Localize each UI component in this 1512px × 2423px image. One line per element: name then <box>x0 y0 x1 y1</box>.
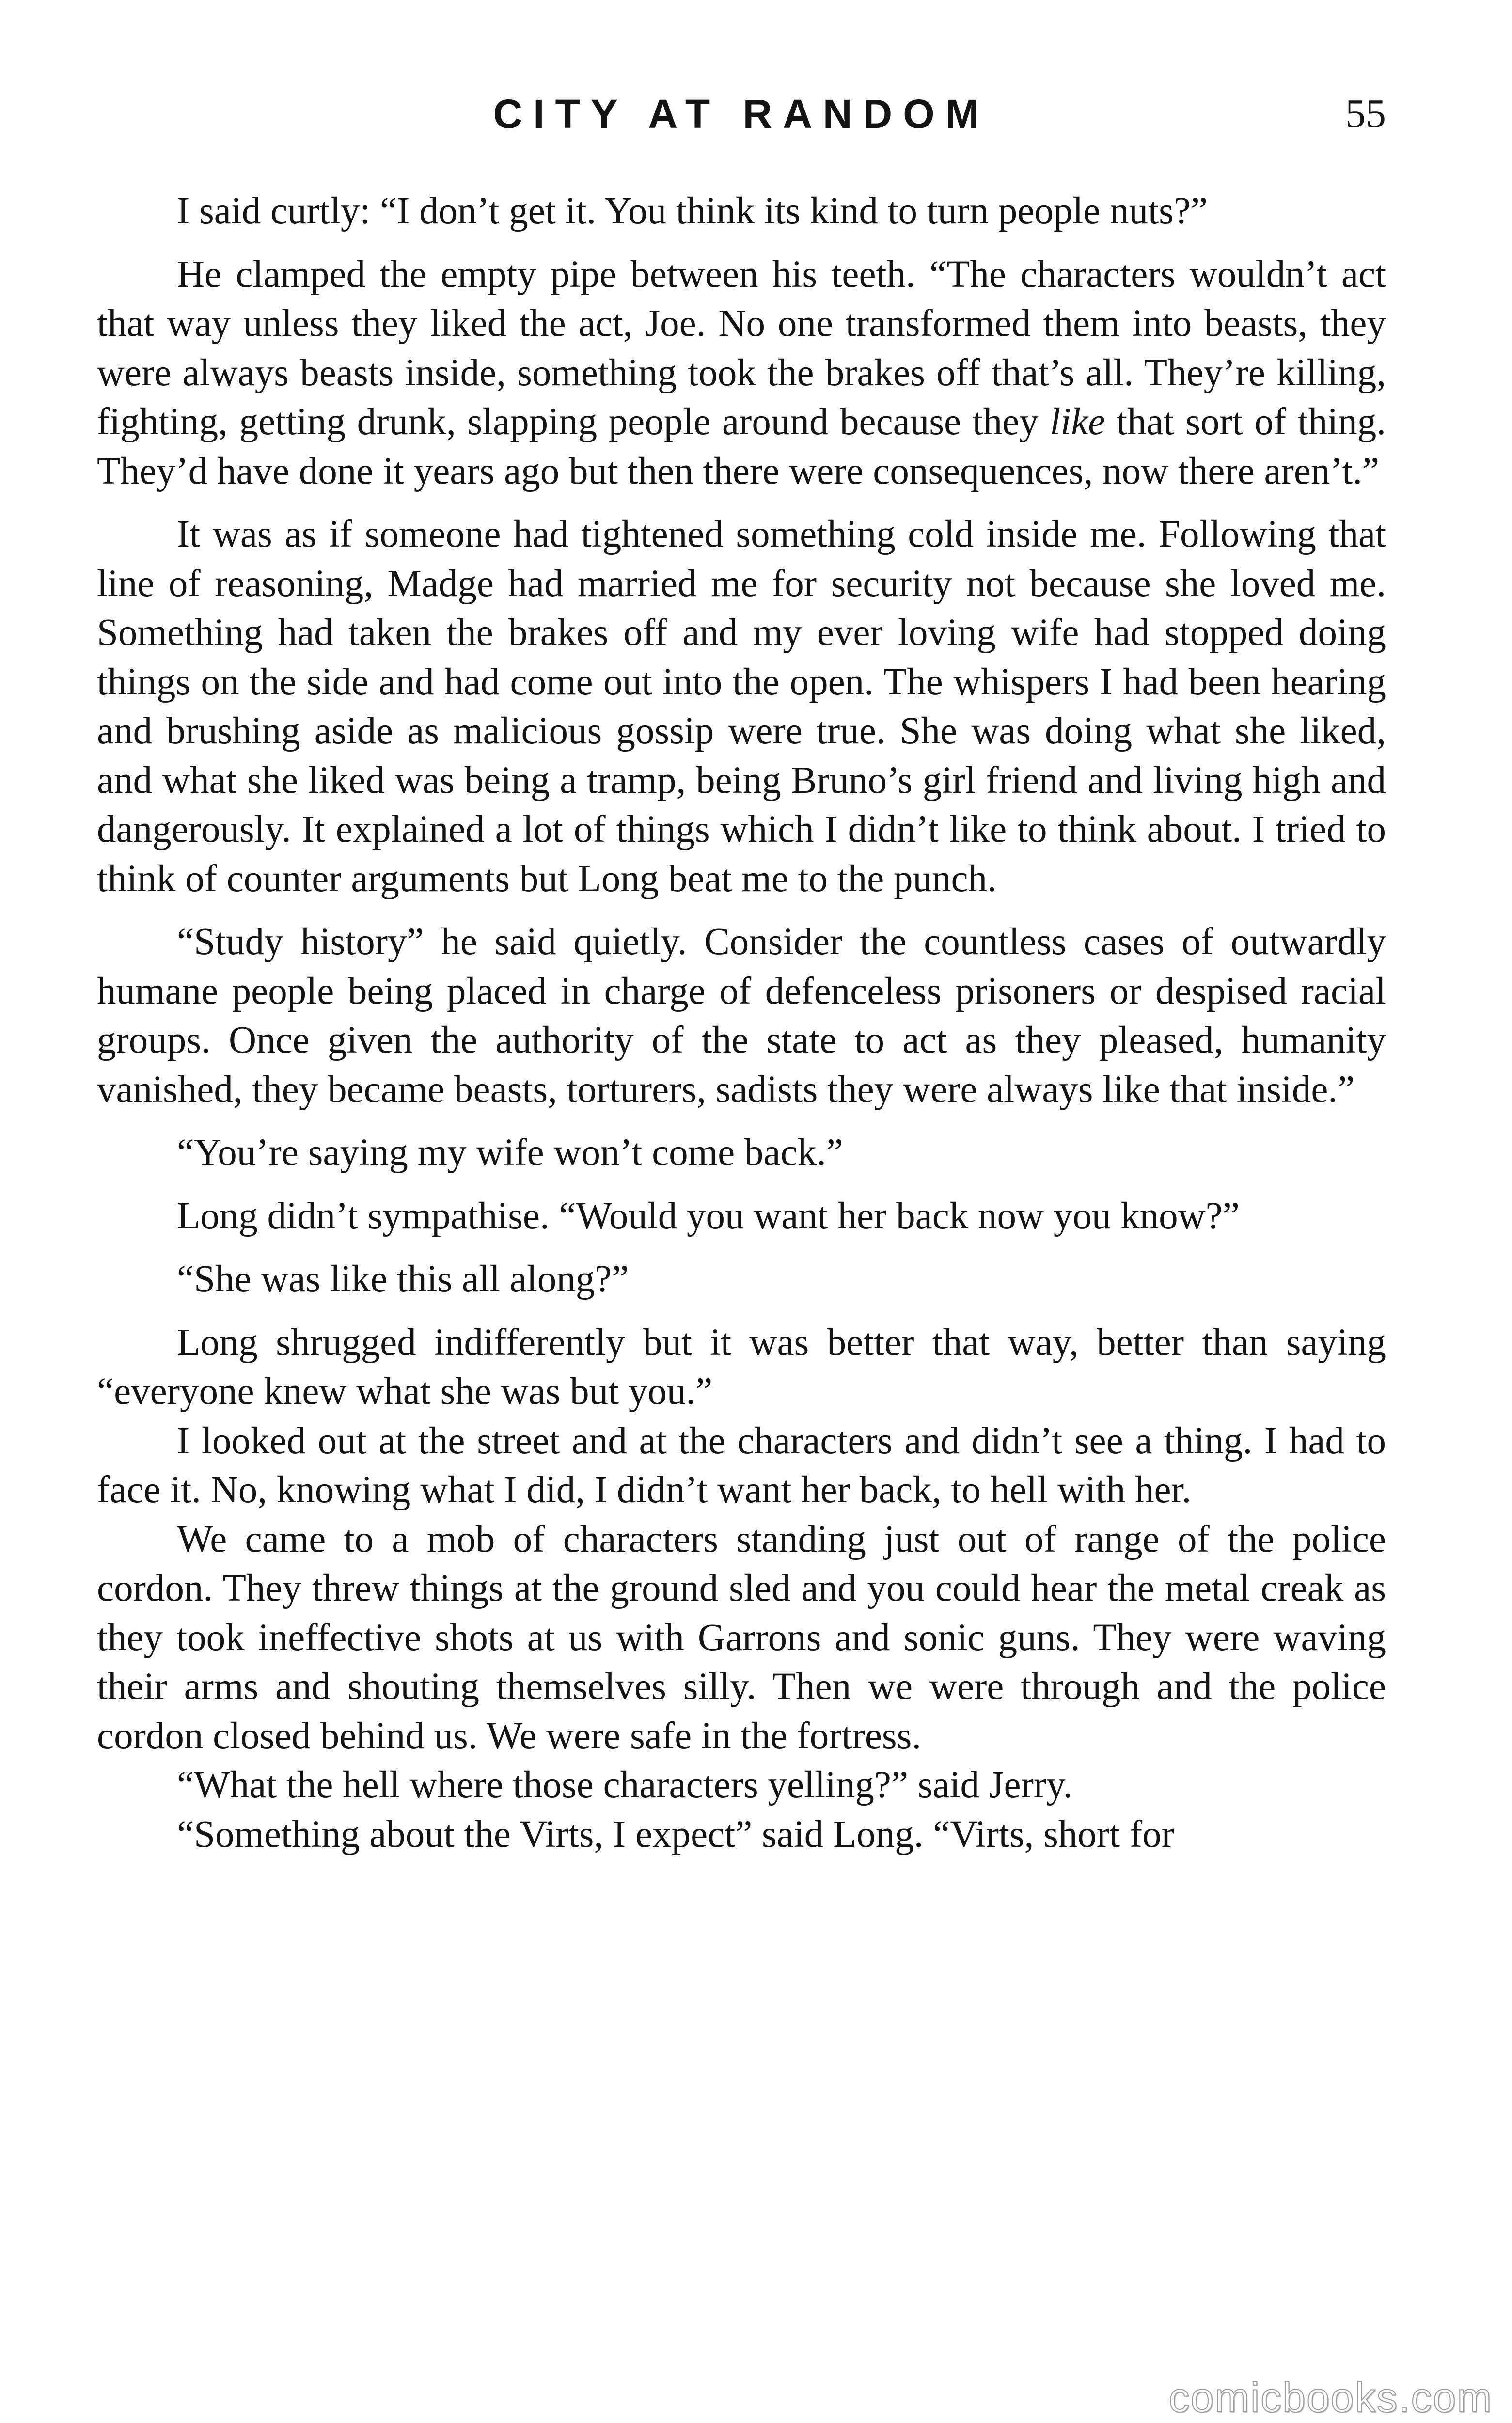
paragraph: “You’re saying my wife won’t come back.” <box>177 1132 843 1174</box>
paragraph-text: He clamped the empty pipe between his teeth. “The characters wouldn’t act that way unless they liked the act, Joe. No one transformed them into beasts, they were always beasts inside, something took the brakes off that’s all. They’re killing, fighting, getting drunk, slapping people around because they <box>97 253 1386 443</box>
watermark-logo: comicbooks.com <box>1168 2375 1493 2421</box>
paragraph: “Study history” he said quietly. Consider the countless cases of outwardly humane people being placed in charge of defenceless prisoners or despised racial groups. Once given the authority of the state to act as they pleased, humanity vanished, they became beasts, torturers, sadists they were always like that inside.” <box>97 921 1386 1111</box>
paragraph <box>97 250 1386 496</box>
emphasized-word: like <box>1050 401 1105 443</box>
running-title: CITY AT RANDOM <box>493 91 990 137</box>
paragraph: We came to a mob of characters standing just out of range of the police cordon. They threw things at the ground sled and you could hear the metal creak as they took ineffective shots at us with Garrons and sonic guns. They were waving their arms and shouting themselves silly. Then we were through and the police cordon closed behind us. We were safe in the fortress. <box>97 1518 1386 1757</box>
paragraph: “What the hell where those characters yelling?” said Jerry. <box>177 1764 1073 1806</box>
page-number: 55 <box>1345 91 1386 136</box>
paragraph-text: that sort of thing. They’d have done it years ago but then there were consequences, now there aren’t.” <box>97 401 1386 492</box>
paragraph: It was as if someone had tightened something cold inside me. Following that line of reasoning, Madge had married me for security not because she loved me. Something had taken the brakes off and my ever loving wife had stopped doing things on the side and had come out into the open. The whispers I had been hearing and brushing aside as malicious gossip were true. She was doing what she liked, and what she liked was being a tramp, being Bruno’s girl friend and living high and dangerously. It explained a lot of things which I didn’t like to think about. I tried to think of counter arguments but Long beat me to the punch. <box>97 513 1386 900</box>
paragraph: I said curtly: “I don’t get it. You think its kind to turn people nuts?” <box>177 190 1208 232</box>
paragraph: I looked out at the street and at the characters and didn’t see a thing. I had to face it. No, knowing what I did, I didn’t want her back, to hell with her. <box>97 1419 1386 1511</box>
paragraph: Long didn’t sympathise. “Would you want her back now you know?” <box>177 1195 1240 1237</box>
body-text <box>97 187 1386 1859</box>
paragraph: “She was like this all along?” <box>177 1258 629 1300</box>
paragraph: Long shrugged indifferently but it was better that way, better than saying “everyone knew what she was but you.” <box>97 1321 1386 1413</box>
paragraph: “Something about the Virts, I expect” said Long. “Virts, short for <box>177 1813 1174 1856</box>
page-header <box>97 85 1386 143</box>
